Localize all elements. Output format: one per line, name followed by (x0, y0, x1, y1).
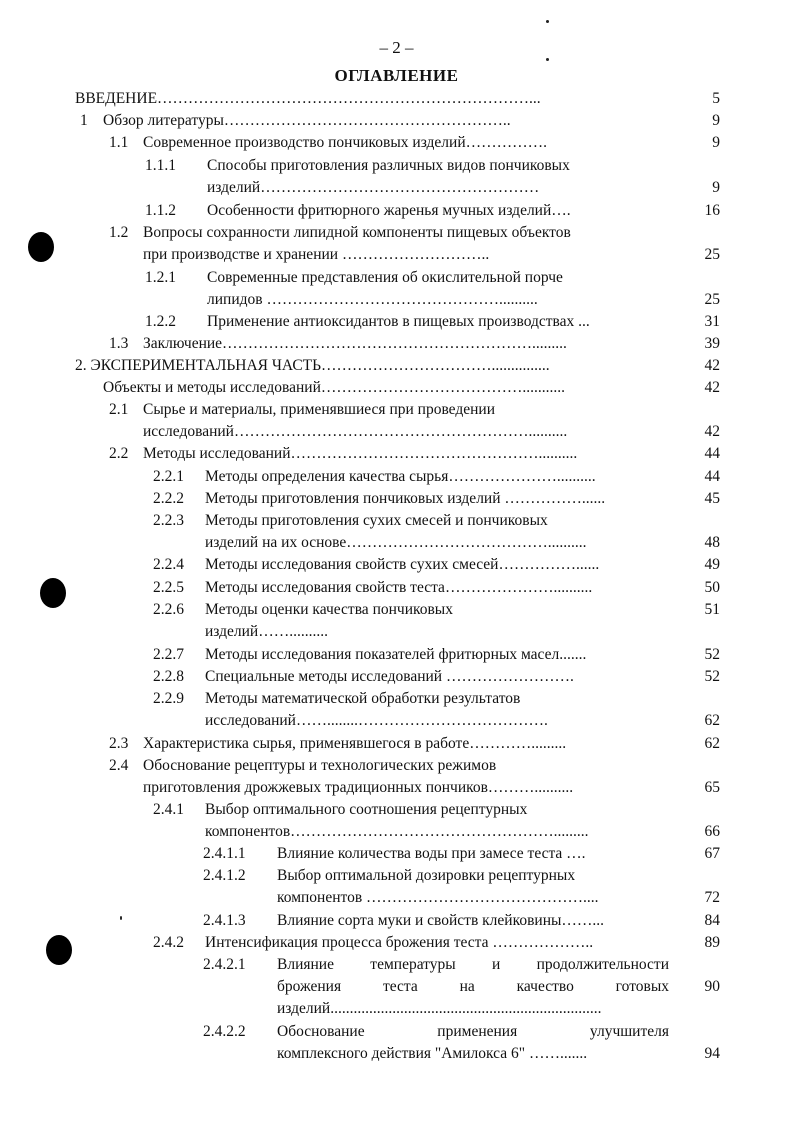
toc-entry-page: 9 (712, 112, 720, 129)
toc-entry-text: Методы исследования свойств теста………………….......... (205, 579, 593, 596)
toc-entry-number: 2.2.3 (153, 512, 184, 529)
toc-entry-page: 84 (704, 912, 720, 929)
toc-entry-number: 2.4 (109, 757, 129, 774)
toc-entry-text: Специальные методы исследований ……………………. (205, 668, 574, 685)
toc-entry-page: 42 (704, 357, 720, 374)
punch-hole-blot (28, 232, 54, 262)
toc-entry-text: исследований……........………………………………. (205, 712, 548, 729)
toc-entry-number: 2.2.6 (153, 601, 184, 618)
toc-entry-number: 1 (80, 112, 88, 129)
toc-entry-text: Выбор оптимального соотношения рецептурных (205, 801, 528, 818)
toc-entry-number: 2.3 (109, 735, 129, 752)
toc-entry-text: Способы приготовления различных видов пончиковых (207, 157, 570, 174)
toc-entry-text: приготовления дрожжевых традиционных пончиков……….......... (143, 779, 574, 796)
toc-entry-text: изделий……………………………………………… (207, 179, 540, 196)
toc-entry-text: Характеристика сырья, применявшегося в работе…………......... (143, 735, 567, 752)
toc-entry-page: 49 (704, 556, 720, 573)
toc-entry-page: 52 (704, 646, 720, 663)
toc-entry-text: Влияние количества воды при замесе теста …. (277, 845, 586, 862)
page-number: – 2 – (379, 38, 414, 57)
toc-entry-text: Объекты и методы исследований…………………………………........... (103, 379, 565, 396)
toc-entry-text: изделий...................................................................... (277, 1000, 602, 1017)
toc-entry-page: 50 (704, 579, 720, 596)
toc-entry-page: 94 (704, 1045, 720, 1062)
toc-entry-text: липидов ……………………………………….......... (207, 291, 538, 308)
toc-entry-text: брожения теста на качество готовых (277, 978, 669, 995)
toc-entry-number: 2.2.8 (153, 668, 184, 685)
toc-entry-page: 51 (704, 601, 720, 618)
toc-entry-text: Применение антиоксидантов в пищевых производствах ... (207, 313, 590, 330)
toc-entry-number: 2.4.2.1 (203, 956, 246, 973)
toc-entry-number: 2.4.1 (153, 801, 184, 818)
toc-entry-text: Обоснование рецептуры и технологических режимов (143, 757, 497, 774)
toc-entry-text: изделий…….......... (205, 623, 328, 640)
toc-entry-text: Методы оценки качества пончиковых (205, 601, 453, 618)
scan-speck (546, 58, 549, 61)
toc-entry-page: 39 (704, 335, 720, 352)
toc-entry-text: Методы исследования свойств сухих смесей……………...... (205, 556, 600, 573)
toc-entry-number: 2.2.2 (153, 490, 184, 507)
toc-entry-number: 2.2.4 (153, 556, 184, 573)
toc-entry-page: 89 (704, 934, 720, 951)
toc-entry-number: 1.2.1 (145, 269, 176, 286)
toc-entry-text: комплексного действия "Амилокса 6" ……....... (277, 1045, 588, 1062)
toc-entry-text: компонентов……………………………………………......... (205, 823, 589, 840)
toc-entry-text: исследований………………………………………………….......... (143, 423, 568, 440)
toc-entry-number: 2.2.1 (153, 468, 184, 485)
toc-entry-text: Методы математической обработки результатов (205, 690, 521, 707)
toc-entry-page: 9 (712, 134, 720, 151)
toc-entry-text: 2. ЭКСПЕРИМЕНТАЛЬНАЯ ЧАСТЬ……………………………............... (75, 357, 550, 374)
toc-entry-page: 44 (704, 468, 720, 485)
toc-entry-number: 1.2.2 (145, 313, 176, 330)
toc-entry-page: 67 (704, 845, 720, 862)
toc-entry-text: Особенности фритюрного жаренья мучных изделий…. (207, 202, 571, 219)
toc-entry-text: Современное производство пончиковых изделий……………. (143, 134, 547, 151)
toc-entry-page: 48 (704, 534, 720, 551)
toc-entry-page: 66 (704, 823, 720, 840)
toc-entry-number: 2.4.1.1 (203, 845, 246, 862)
toc-entry-text: Заключение……………………………………………………......... (143, 335, 567, 352)
toc-title: ОГЛАВЛЕНИЕ (334, 66, 459, 85)
toc-entry-number: 1.1.1 (145, 157, 176, 174)
toc-entry-number: 2.4.2.2 (203, 1023, 246, 1040)
toc-entry-number: 1.1.2 (145, 202, 176, 219)
toc-entry-page: 44 (704, 445, 720, 462)
toc-entry-text: изделий на их основе………………………………….......... (205, 534, 587, 551)
toc-entry-page: 62 (704, 735, 720, 752)
toc-entry-text: при производстве и хранении ……………………….. (143, 246, 490, 263)
toc-entry-page: 72 (704, 889, 720, 906)
toc-entry-number: 2.2 (109, 445, 129, 462)
scan-speck (120, 916, 122, 920)
toc-entry-text: Методы исследований………………………………………….......... (143, 445, 578, 462)
toc-entry-number: 2.4.2 (153, 934, 184, 951)
toc-entry-number: 2.2.9 (153, 690, 184, 707)
toc-entry-page: 42 (704, 379, 720, 396)
toc-entry-page: 45 (704, 490, 720, 507)
toc-entry-page: 9 (712, 179, 720, 196)
toc-entry-page: 42 (704, 423, 720, 440)
toc-entry-page: 65 (704, 779, 720, 796)
toc-entry-number: 1.1 (109, 134, 129, 151)
toc-entry-number: 2.2.7 (153, 646, 184, 663)
toc-entry-page: 25 (704, 291, 720, 308)
toc-entry-text: Методы приготовления сухих смесей и пончиковых (205, 512, 548, 529)
toc-entry-text: Современные представления об окислительной порче (207, 269, 563, 286)
toc-entry-number: 2.4.1.2 (203, 867, 246, 884)
toc-entry-text: Обоснование применения улучшителя (277, 1023, 669, 1040)
punch-hole-blot (46, 935, 72, 965)
toc-entry-number: 2.1 (109, 401, 129, 418)
toc-entry-text: Обзор литературы……………………………………………….. (103, 112, 511, 129)
toc-entry-text: Влияние температуры и продолжительности (277, 956, 669, 973)
toc-entry-text: Методы приготовления пончиковых изделий ……………...... (205, 490, 606, 507)
table-of-contents (0, 88, 793, 1098)
toc-entry-text: Сырье и материалы, применявшиеся при проведении (143, 401, 496, 418)
toc-entry-number: 2.4.1.3 (203, 912, 246, 929)
toc-entry-number: 1.2 (109, 224, 129, 241)
toc-entry-page: 31 (704, 313, 720, 330)
toc-entry-text: Методы исследования показателей фритюрных масел....... (205, 646, 587, 663)
punch-hole-blot (40, 578, 66, 608)
toc-entry-page: 62 (704, 712, 720, 729)
toc-entry-text: Интенсификация процесса брожения теста ……………….. (205, 934, 594, 951)
toc-entry-text: компонентов …………………………………….... (277, 889, 599, 906)
toc-entry-number: 2.2.5 (153, 579, 184, 596)
toc-entry-page: 5 (712, 90, 720, 107)
scan-speck (546, 20, 549, 23)
toc-entry-text: Методы определения качества сырья………………….......... (205, 468, 596, 485)
toc-entry-text: Вопросы сохранности липидной компоненты пищевых объектов (143, 224, 571, 241)
toc-entry-text: Выбор оптимальной дозировки рецептурных (277, 867, 576, 884)
toc-entry-text: Влияние сорта муки и свойств клейковины……... (277, 912, 605, 929)
toc-entry-page: 52 (704, 668, 720, 685)
toc-entry-page: 16 (704, 202, 720, 219)
toc-entry-page: 90 (704, 978, 720, 995)
toc-entry-number: 1.3 (109, 335, 129, 352)
toc-entry-page: 25 (704, 246, 720, 263)
toc-entry-text: ВВЕДЕНИЕ………………………………………………………………... (75, 90, 541, 107)
